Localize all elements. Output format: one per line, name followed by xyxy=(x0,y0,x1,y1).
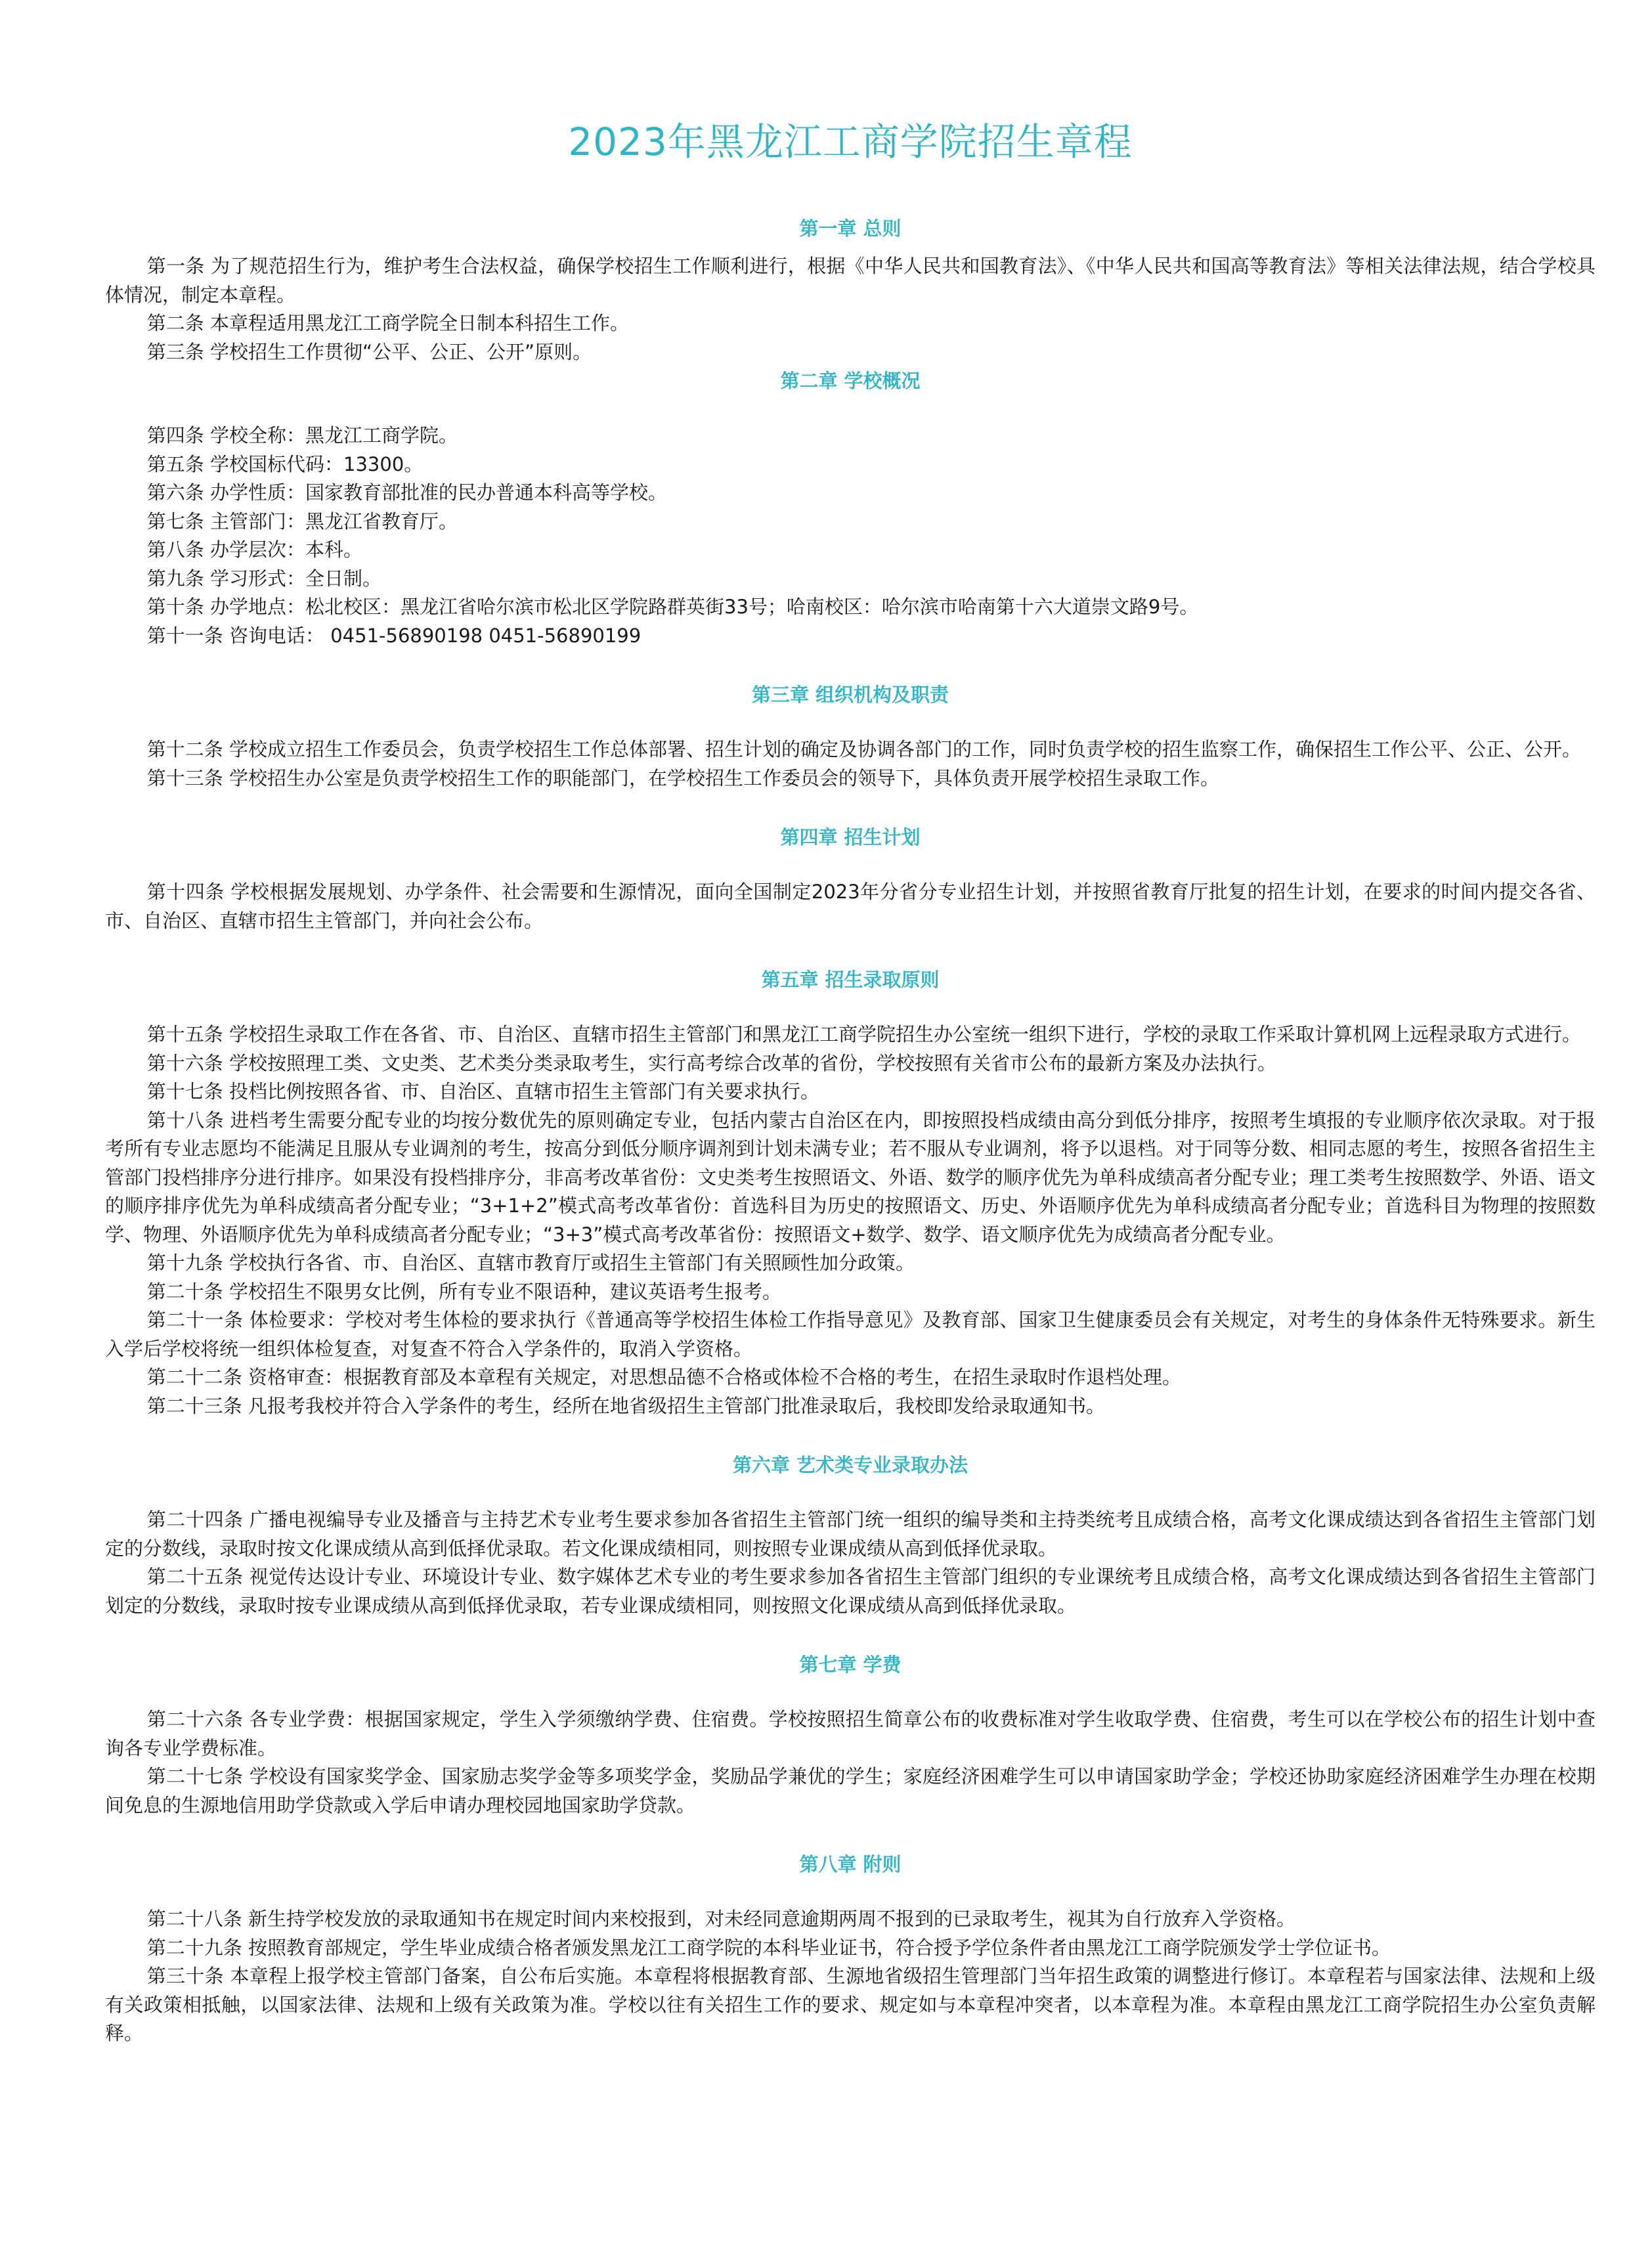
article: 第三十条 本章程上报学校主管部门备案，自公布后实施。本章程将根据教育部、生源地省级招生管理部门当年招生政策的调整进行修订。本章程若与国家法律、法规和上级有关政策相抵触，以国家法律、法规和上级有关政策为准。学校以往有关招生工作的要求、规定如与本章程冲突者，以本章程为准。本章程由黑龙江工商学院招生办公室负责解释。 xyxy=(105,1965,1596,2044)
article: 第十三条 学校招生办公室是负责学校招生工作的职能部门，在学校招生工作委员会的领导下，具体负责开展学校招生录取工作。 xyxy=(146,766,1220,789)
article: 第二十四条 广播电视编导专业及播音与主持艺术专业考生要求参加各省招生主管部门统一组织的编导类和主持类统考且成绩合格，高考文化课成绩达到各省招生主管部门划定的分数线，录取时按文化课成绩从高到低择优录取。若文化课成绩相同，则按照专业课成绩从高到低择优录取。 xyxy=(105,1508,1596,1560)
chapter-heading: 第六章 艺术类专业录取办法 xyxy=(732,1454,968,1476)
article: 第三条 学校招生工作贯彻“公平、公正、公开”原则。 xyxy=(146,340,592,363)
article: 第一条 为了规范招生行为，维护考生合法权益，确保学校招生工作顺利进行，根据《中华人民共和国教育法》、《中华人民共和国高等教育法》等相关法律法规，结合学校具体情况，制定本章程。 xyxy=(105,255,1596,306)
chapter-heading: 第四章 招生计划 xyxy=(780,826,921,848)
document-title: 2023年黑龙江工商学院招生章程 xyxy=(568,120,1133,164)
chapter-heading: 第一章 总则 xyxy=(799,217,902,240)
chapter-7 xyxy=(105,1650,1596,1820)
article: 第十五条 学校招生录取工作在各省、市、自治区、直辖市招生主管部门和黑龙江工商学院招生办公室统一组织下进行，学校的录取工作采取计算机网上远程录取方式进行。 xyxy=(146,1023,1582,1045)
article: 第六条 办学性质：国家教育部批准的民办普通本科高等学校。 xyxy=(146,481,668,504)
chapter-6 xyxy=(105,1451,1596,1620)
article: 第八条 办学层次：本科。 xyxy=(146,538,363,561)
article: 第五条 学校国标代码：13300。 xyxy=(146,452,424,475)
chapter-5 xyxy=(105,965,1596,1420)
article: 第十四条 学校根据发展规划、办学条件、社会需要和生源情况，面向全国制定2023年分省分专业招生计划，并按照省教育厅批复的招生计划，在要求的时间内提交各省、市、自治区、直辖市招生主管部门，并向社会公布。 xyxy=(105,881,1596,932)
article: 第二十三条 凡报考我校并符合入学条件的考生，经所在地省级招生主管部门批准录取后，我校即发给录取通知书。 xyxy=(146,1394,1106,1417)
document-page xyxy=(105,0,1596,2048)
article: 第二十二条 资格审查：根据教育部及本章程有关规定，对思想品德不合格或体检不合格的考生，在招生录取时作退档处理。 xyxy=(146,1366,1182,1388)
article: 第十九条 学校执行各省、市、自治区、直辖市教育厅或招生主管部门有关照顾性加分政策。 xyxy=(146,1252,915,1274)
chapter-heading: 第五章 招生录取原则 xyxy=(761,969,940,991)
article: 第二十九条 按照教育部规定，学生毕业成绩合格者颁发黑龙江工商学院的本科毕业证书，符合授予学位条件者由黑龙江工商学院颁发学士学位证书。 xyxy=(146,1936,1391,1959)
article: 第十一条 咨询电话： 0451-56890198 0451-56890199 xyxy=(146,624,641,647)
article: 第二十八条 新生持学校发放的录取通知书在规定时间内来校报到，对未经同意逾期两周不报到的已录取考生，视其为自行放弃入学资格。 xyxy=(146,1908,1296,1930)
article: 第十二条 学校成立招生工作委员会，负责学校招生工作总体部署、招生计划的确定及协调各部门的工作，同时负责学校的招生监察工作，确保招生工作公平、公正、公开。 xyxy=(146,738,1582,760)
chapter-8 xyxy=(105,1850,1596,2048)
article: 第四条 学校全称：黑龙江工商学院。 xyxy=(146,424,458,447)
article: 第十条 办学地点：松北校区：黑龙江省哈尔滨市松北区学院路群英街33号；哈南校区：哈尔滨市哈南第十六大道崇文路9号。 xyxy=(146,596,1199,618)
chapter-heading: 第七章 学费 xyxy=(799,1654,902,1676)
article: 第二十条 学校招生不限男女比例，所有专业不限语种，建议英语考生报考。 xyxy=(146,1280,782,1303)
article: 第二十七条 学校设有国家奖学金、国家励志奖学金等多项奖学金，奖励品学兼优的学生；家庭经济困难学生可以申请国家助学金；学校还协助家庭经济困难学生办理在校期间免息的生源地信用助学贷款或入学后申请办理校园地国家助学贷款。 xyxy=(105,1765,1596,1816)
chapter-heading: 第二章 学校概况 xyxy=(780,370,921,392)
article: 第二十六条 各专业学费：根据国家规定，学生入学须缴纳学费、住宿费。学校按照招生简章公布的收费标准对学生收取学费、住宿费，考生可以在学校公布的招生计划中查询各专业学费标准。 xyxy=(105,1708,1596,1759)
article: 第七条 主管部门：黑龙江省教育厅。 xyxy=(146,510,458,533)
chapter-1 xyxy=(105,214,1596,366)
chapter-4 xyxy=(105,823,1596,935)
article: 第二十一条 体检要求：学校对考生体检的要求执行《普通高等学校招生体检工作指导意见》及教育部、国家卫生健康委员会有关规定，对考生的身体条件无特殊要求。新生入学后学校将统一组织体检复查，对复查不符合入学条件的，取消入学资格。 xyxy=(105,1309,1596,1360)
article: 第十八条 进档考生需要分配专业的均按分数优先的原则确定专业，包括内蒙古自治区在内，即按照投档成绩由高分到低分排序，按照考生填报的专业顺序依次录取。对于报考所有专业志愿均不能满足且服从专业调剂的考生，按高分到低分顺序调剂到计划未满专业；若不服从专业调剂，将予以退档。对于同等分数、相同志愿的考生，按照各省招生主管部门投档排序分进行排序。如果没有投档排序分，非高考改革省份：文史类考生按照语文、外语、数学的顺序优先为单科成绩高者分配专业；理工类考生按照数学、外语、语文的顺序排序优先为单科成绩高者分配专业；“3+1+2”模式高考改革省份：首选科目为历史的按照语文、历史、外语顺序优先为单科成绩高者分配专业；首选科目为物理的按照数学、物理、外语顺序优先为单科成绩高者分配专业；“3+3”模式高考改革省份：按照语文+数学、数学、语文顺序优先为成绩高者分配专业。 xyxy=(105,1108,1596,1246)
article: 第二十五条 视觉传达设计专业、环境设计专业、数字媒体艺术专业的考生要求参加各省招生主管部门组织的专业课统考且成绩合格，高考文化课成绩达到各省招生主管部门划定的分数线，录取时按专业课成绩从高到低择优录取，若专业课成绩相同，则按照文化课成绩从高到低择优录取。 xyxy=(105,1566,1596,1617)
article: 第九条 学习形式：全日制。 xyxy=(146,567,382,590)
chapter-2 xyxy=(105,366,1596,650)
article: 第十六条 学校按照理工类、文史类、艺术类分类录取考生，实行高考综合改革的省份，学校按照有关省市公布的最新方案及办法执行。 xyxy=(146,1051,1277,1074)
chapter-heading: 第三章 组织机构及职责 xyxy=(751,684,949,706)
chapter-3 xyxy=(105,680,1596,793)
article: 第二条 本章程适用黑龙江工商学院全日制本科招生工作。 xyxy=(146,312,630,334)
article: 第十七条 投档比例按照各省、市、自治区、直辖市招生主管部门有关要求执行。 xyxy=(146,1080,820,1103)
chapter-heading: 第八章 附则 xyxy=(799,1853,902,1875)
